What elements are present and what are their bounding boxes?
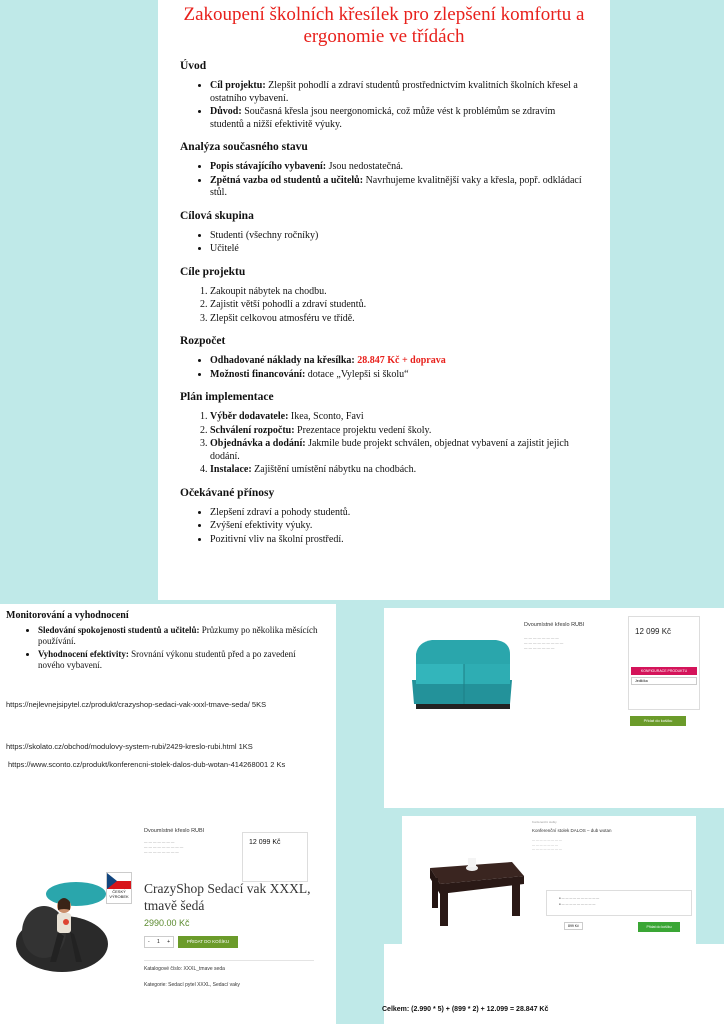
list-item: • Zpětná vazba od studentů a učitelů: Navrhujeme kvalitnější vaky a křesla, popř. odkládací stůl.: [210, 175, 588, 200]
heading-analyza: Analýza současného stavu: [180, 141, 308, 153]
rubi-add-to-cart-button[interactable]: Přidat do košíku: [630, 716, 686, 726]
link-sconto[interactable]: https://www.sconto.cz/produkt/konferencni-stolek-dalos-dub-wotan-414268001 2 Ks: [8, 760, 286, 769]
dalos-title: Konferenční stolek DALOS – dub wotan: [532, 828, 612, 833]
list-item: 3. Objednávka a dodání: Jakmile bude projekt schválen, objednat vybavení a zajistit jejich dodání.: [210, 438, 588, 463]
dalos-category: Konferenční stolky: [532, 820, 557, 824]
cile-list: [180, 286, 588, 326]
uvod-list: [180, 80, 588, 131]
list-item: 1. Zakoupit nábytek na chodbu.: [210, 286, 588, 299]
divider: [144, 960, 314, 961]
product-price: 2990.00 Kč: [144, 918, 190, 928]
heading-uvod: Úvod: [180, 60, 207, 72]
heading-rozpocet: Rozpočet: [180, 335, 226, 347]
total-calculation: Celkem: (2.990 * 5) + (899 * 2) + 12.099 = 28.847 Kč: [382, 1006, 549, 1013]
dalos-desc: — — — — — — — — — — — — — — — — — — — — — — —: [532, 838, 562, 851]
rubi-mini-title: Dvoumístné křeslo RUBI: [144, 828, 205, 834]
quantity-stepper[interactable]: - 1 +: [144, 936, 174, 948]
rubi-desc: — — — — — — — — — — — — — — — — — — — — — — — —: [524, 636, 564, 650]
heading-cile: Cíle projektu: [180, 265, 246, 278]
crazyshop-product-screenshot: [14, 814, 336, 1024]
link-crazyshop[interactable]: https://nejlevnejsipytel.cz/produkt/crazyshop-sedaci-vak-xxxl-tmave-seda/ 5KS: [6, 700, 267, 709]
list-item: • Pozitivní vliv na školní prostředí.: [210, 534, 588, 547]
list-item: • Možnosti financování: dotace „Vylepši si školu“: [210, 369, 588, 382]
rozpocet-list: [180, 355, 588, 381]
color-select[interactable]: Jedlička: [631, 677, 697, 685]
link-rubi[interactable]: https://skolato.cz/obchod/modulovy-system-rubi/2429-kreslo-rubi.html 1KS: [6, 742, 253, 751]
document-title: Zakoupení školních křesílek pro zlepšení komfortu a ergonomie ve třídách: [183, 4, 585, 47]
list-item: • Důvod: Současná křesla jsou neergonomická, což může vést k problémům se zdravím studentů a nižší efektivitě výuky.: [210, 106, 588, 131]
rubi-title: Dvoumístné křeslo RUBI: [524, 622, 585, 628]
list-item: • Odhadované náklady na křesílka: 28.847 Kč + doprava: [210, 355, 588, 368]
list-item: 2. Zajistit větší pohodlí a zdraví studentů.: [210, 299, 588, 312]
add-to-cart-button[interactable]: PŘIDAT DO KOŠÍKU: [178, 936, 238, 948]
heading-prinosy: Očekávané přínosy: [180, 486, 275, 499]
budget-value: 28.847 Kč + doprava: [354, 355, 446, 366]
configure-button[interactable]: KONFIGURACE PRODUKTU: [631, 667, 697, 675]
list-item: 4. Instalace: Zajištění umístění nábytku na chodbách.: [210, 464, 588, 477]
rubi-price: 12 099 Kč: [635, 627, 672, 636]
rubi-chair-image: [406, 624, 516, 724]
list-item: • Učitelé: [210, 243, 588, 256]
dalos-add-to-cart-button[interactable]: Přidat do košíku: [638, 922, 680, 932]
catalog-number: Katalogové číslo: XXXL_tmave seda: [144, 966, 225, 972]
dalos-product-screenshot: [402, 816, 696, 944]
rubi-product-screenshot: [384, 608, 724, 808]
monitoring-heading: Monitorování a vyhodnocení: [6, 610, 129, 621]
czech-flag-badge: ČESKÝ VÝROBEK: [106, 872, 132, 904]
list-item: • Popis stávajícího vybavení: Jsou nedostatečná.: [210, 161, 588, 174]
skupina-list: [180, 230, 588, 256]
product-name: CrazyShop Sedací vak XXXL, tmavě šedá: [144, 881, 311, 913]
dalos-price: 899 Kč: [564, 922, 583, 930]
list-item: • Sledování spokojenosti studentů a učitelů: Průzkumy po několika měsících používání.: [38, 625, 320, 647]
monitoring-panel: [0, 604, 336, 1024]
list-item: 1. Výběr dodavatele: Ikea, Sconto, Favi: [210, 411, 588, 424]
dalos-stock-box: ● — — — — — — — — — — ● — — — — — — — — —: [546, 890, 692, 916]
heading-plan: Plán implementace: [180, 391, 274, 403]
list-item: • Zvýšení efektivity výuky.: [210, 520, 588, 533]
dalos-table-image: [412, 836, 530, 936]
rubi-mini-pricebox: [242, 832, 308, 882]
heading-skupina: Cílová skupina: [180, 209, 254, 222]
monitoring-list: [0, 621, 320, 671]
list-item: 2. Schválení rozpočtu: Prezentace projektu vedení školy.: [210, 425, 588, 438]
list-item: • Zlepšení zdraví a pohody studentů.: [210, 507, 588, 520]
category: Kategorie: Sedací pytel XXXL, Sedací vaky: [144, 982, 240, 988]
prinosy-list: [180, 507, 588, 547]
rubi-mini-price: 12 099 Kč: [249, 839, 281, 846]
rubi-mini-desc: — — — — — — — — — — — — — — — — — — — — — — — —: [144, 840, 184, 854]
document-page: [158, 0, 610, 600]
rubi-pricebox: [628, 616, 700, 710]
list-item: • Vyhodnocení efektivity: Srovnání výkonu studentů před a po zavedení nového vybavení.: [38, 649, 320, 671]
plan-list: [180, 411, 588, 477]
list-item: • Cíl projektu: Zlepšit pohodlí a zdraví studentů prostřednictvím kvalitních školních křesel a ostatního vybavení.: [210, 80, 588, 105]
analyza-list: [180, 161, 588, 200]
list-item: • Studenti (všechny ročníky): [210, 230, 588, 243]
list-item: 3. Zlepšit celkovou atmosféru ve třídě.: [210, 313, 588, 326]
